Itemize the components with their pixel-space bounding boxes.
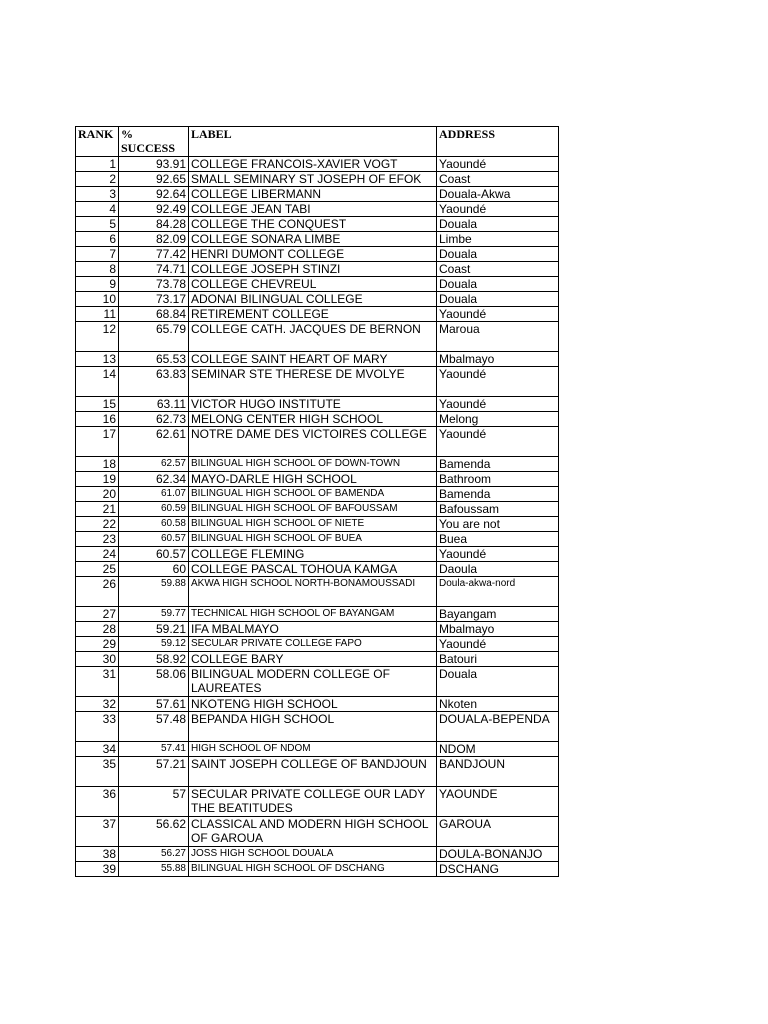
address-cell: Yaoundé: [437, 427, 559, 457]
table-row: [76, 502, 559, 517]
label-cell: NKOTENG HIGH SCHOOL: [189, 697, 437, 712]
success-cell: 93.91: [119, 157, 189, 172]
success-cell: 84.28: [119, 217, 189, 232]
address-cell: NDOM: [437, 742, 559, 757]
rank-cell: 20: [76, 487, 119, 502]
header-success: % SUCCESS: [119, 127, 189, 157]
address-cell: Daoula: [437, 562, 559, 577]
rank-cell: 24: [76, 547, 119, 562]
label-cell: MELONG CENTER HIGH SCHOOL: [189, 412, 437, 427]
address-cell: Maroua: [437, 322, 559, 352]
table-row: [76, 862, 559, 877]
table-row: [76, 697, 559, 712]
success-cell: 68.84: [119, 307, 189, 322]
rank-cell: 29: [76, 637, 119, 652]
label-cell: BILINGUAL HIGH SCHOOL OF BAMENDA: [189, 487, 437, 502]
label-cell: BILINGUAL HIGH SCHOOL OF NIETE: [189, 517, 437, 532]
table-row: [76, 202, 559, 217]
label-cell: BILINGUAL HIGH SCHOOL OF BAFOUSSAM: [189, 502, 437, 517]
rank-cell: 17: [76, 427, 119, 457]
label-cell: VICTOR HUGO INSTITUTE: [189, 397, 437, 412]
table-row: [76, 217, 559, 232]
rank-cell: 8: [76, 262, 119, 277]
rank-cell: 32: [76, 697, 119, 712]
header-label: LABEL: [189, 127, 437, 157]
rank-cell: 39: [76, 862, 119, 877]
success-cell: 56.27: [119, 847, 189, 862]
rank-cell: 18: [76, 457, 119, 472]
success-cell: 62.57: [119, 457, 189, 472]
table-row: [76, 397, 559, 412]
label-cell: ADONAI BILINGUAL COLLEGE: [189, 292, 437, 307]
address-cell: Yaoundé: [437, 547, 559, 562]
label-cell: COLLEGE LIBERMANN: [189, 187, 437, 202]
success-cell: 62.34: [119, 472, 189, 487]
success-cell: 57: [119, 787, 189, 817]
address-cell: Nkoten: [437, 697, 559, 712]
table-row: [76, 187, 559, 202]
label-cell: SECULAR PRIVATE COLLEGE FAPO: [189, 637, 437, 652]
table-row: [76, 712, 559, 742]
rank-cell: 16: [76, 412, 119, 427]
address-cell: DOUALA-BEPENDA: [437, 712, 559, 742]
address-cell: DSCHANG: [437, 862, 559, 877]
label-cell: JOSS HIGH SCHOOL DOUALA: [189, 847, 437, 862]
success-cell: 60.59: [119, 502, 189, 517]
rank-cell: 27: [76, 607, 119, 622]
success-cell: 57.41: [119, 742, 189, 757]
address-cell: Yaoundé: [437, 307, 559, 322]
rank-cell: 21: [76, 502, 119, 517]
rank-cell: 11: [76, 307, 119, 322]
success-cell: 82.09: [119, 232, 189, 247]
table-row: [76, 157, 559, 172]
address-cell: Yaoundé: [437, 367, 559, 397]
label-cell: COLLEGE CATH. JACQUES DE BERNON: [189, 322, 437, 352]
table-row: [76, 322, 559, 352]
rank-cell: 12: [76, 322, 119, 352]
rank-cell: 25: [76, 562, 119, 577]
label-cell: COLLEGE PASCAL TOHOUA KAMGA: [189, 562, 437, 577]
label-cell: COLLEGE SAINT HEART OF MARY: [189, 352, 437, 367]
address-cell: Coast: [437, 262, 559, 277]
table-row: [76, 307, 559, 322]
table-row: [76, 487, 559, 502]
label-cell: COLLEGE BARY: [189, 652, 437, 667]
table-row: [76, 787, 559, 817]
success-cell: 92.49: [119, 202, 189, 217]
label-cell: SMALL SEMINARY ST JOSEPH OF EFOK: [189, 172, 437, 187]
label-cell: NOTRE DAME DES VICTOIRES COLLEGE: [189, 427, 437, 457]
rank-cell: 5: [76, 217, 119, 232]
address-cell: Douala: [437, 217, 559, 232]
address-cell: Yaoundé: [437, 637, 559, 652]
success-cell: 65.79: [119, 322, 189, 352]
address-cell: Limbe: [437, 232, 559, 247]
address-cell: Mbalmayo: [437, 352, 559, 367]
rank-cell: 15: [76, 397, 119, 412]
ranking-table: [75, 126, 559, 877]
rank-cell: 38: [76, 847, 119, 862]
header-rank: RANK: [76, 127, 119, 157]
success-cell: 57.48: [119, 712, 189, 742]
success-cell: 77.42: [119, 247, 189, 262]
rank-cell: 34: [76, 742, 119, 757]
table-row: [76, 577, 559, 607]
label-cell: COLLEGE FRANCOIS-XAVIER VOGT: [189, 157, 437, 172]
label-cell: BILINGUAL MODERN COLLEGE OF LAUREATES: [189, 667, 437, 697]
success-cell: 92.64: [119, 187, 189, 202]
label-cell: COLLEGE CHEVREUL: [189, 277, 437, 292]
success-cell: 58.06: [119, 667, 189, 697]
rank-cell: 31: [76, 667, 119, 697]
success-cell: 92.65: [119, 172, 189, 187]
address-cell: Doula-akwa-nord: [437, 577, 559, 607]
table-row: [76, 607, 559, 622]
address-cell: Mbalmayo: [437, 622, 559, 637]
address-cell: Douala: [437, 292, 559, 307]
address-cell: DOULA-BONANJO: [437, 847, 559, 862]
address-cell: Douala: [437, 667, 559, 697]
success-cell: 63.11: [119, 397, 189, 412]
label-cell: COLLEGE THE CONQUEST: [189, 217, 437, 232]
table-row: [76, 817, 559, 847]
table-row: [76, 532, 559, 547]
label-cell: TECHNICAL HIGH SCHOOL OF BAYANGAM: [189, 607, 437, 622]
label-cell: SEMINAR STE THERESE DE MVOLYE: [189, 367, 437, 397]
success-cell: 62.61: [119, 427, 189, 457]
success-cell: 60: [119, 562, 189, 577]
address-cell: YAOUNDE: [437, 787, 559, 817]
table-row: [76, 367, 559, 397]
rank-cell: 10: [76, 292, 119, 307]
label-cell: MAYO-DARLE HIGH SCHOOL: [189, 472, 437, 487]
label-cell: BILINGUAL HIGH SCHOOL OF DSCHANG: [189, 862, 437, 877]
rank-cell: 7: [76, 247, 119, 262]
address-cell: Bamenda: [437, 457, 559, 472]
label-cell: CLASSICAL AND MODERN HIGH SCHOOL OF GAROUA: [189, 817, 437, 847]
success-cell: 58.92: [119, 652, 189, 667]
rank-cell: 26: [76, 577, 119, 607]
address-cell: You are not: [437, 517, 559, 532]
table-row: [76, 742, 559, 757]
rank-cell: 1: [76, 157, 119, 172]
rank-cell: 2: [76, 172, 119, 187]
success-cell: 55.88: [119, 862, 189, 877]
header-address: ADDRESS: [437, 127, 559, 157]
label-cell: SECULAR PRIVATE COLLEGE OUR LADY THE BEATITUDES: [189, 787, 437, 817]
address-cell: Bathroom: [437, 472, 559, 487]
address-cell: Yaoundé: [437, 397, 559, 412]
table-row: [76, 757, 559, 787]
success-cell: 56.62: [119, 817, 189, 847]
rank-cell: 3: [76, 187, 119, 202]
success-cell: 59.12: [119, 637, 189, 652]
table-row: [76, 457, 559, 472]
label-cell: IFA MBALMAYO: [189, 622, 437, 637]
label-cell: RETIREMENT COLLEGE: [189, 307, 437, 322]
table-row: [76, 547, 559, 562]
address-cell: GAROUA: [437, 817, 559, 847]
label-cell: BILINGUAL HIGH SCHOOL OF BUEA: [189, 532, 437, 547]
table-row: [76, 352, 559, 367]
rank-cell: 6: [76, 232, 119, 247]
rank-cell: 4: [76, 202, 119, 217]
header-row: [76, 127, 559, 157]
rank-cell: 23: [76, 532, 119, 547]
success-cell: 74.71: [119, 262, 189, 277]
table-row: [76, 637, 559, 652]
address-cell: Bayangam: [437, 607, 559, 622]
rank-cell: 9: [76, 277, 119, 292]
label-cell: COLLEGE FLEMING: [189, 547, 437, 562]
rank-cell: 37: [76, 817, 119, 847]
table-row: [76, 517, 559, 532]
address-cell: Douala: [437, 277, 559, 292]
success-cell: 57.61: [119, 697, 189, 712]
label-cell: BILINGUAL HIGH SCHOOL OF DOWN-TOWN: [189, 457, 437, 472]
address-cell: Yaoundé: [437, 202, 559, 217]
success-cell: 73.78: [119, 277, 189, 292]
label-cell: HIGH SCHOOL OF NDOM: [189, 742, 437, 757]
success-cell: 60.57: [119, 547, 189, 562]
table-row: [76, 172, 559, 187]
rank-cell: 36: [76, 787, 119, 817]
success-cell: 57.21: [119, 757, 189, 787]
success-cell: 59.88: [119, 577, 189, 607]
table-row: [76, 667, 559, 697]
address-cell: Bamenda: [437, 487, 559, 502]
table-row: [76, 847, 559, 862]
success-cell: 65.53: [119, 352, 189, 367]
label-cell: COLLEGE JOSEPH STINZI: [189, 262, 437, 277]
label-cell: COLLEGE SONARA LIMBE: [189, 232, 437, 247]
success-cell: 59.21: [119, 622, 189, 637]
label-cell: BEPANDA HIGH SCHOOL: [189, 712, 437, 742]
table-row: [76, 232, 559, 247]
address-cell: Yaoundé: [437, 157, 559, 172]
success-cell: 59.77: [119, 607, 189, 622]
rank-cell: 13: [76, 352, 119, 367]
table-row: [76, 412, 559, 427]
rank-cell: 28: [76, 622, 119, 637]
address-cell: Bafoussam: [437, 502, 559, 517]
table-row: [76, 622, 559, 637]
success-cell: 60.57: [119, 532, 189, 547]
rank-cell: 22: [76, 517, 119, 532]
rank-cell: 33: [76, 712, 119, 742]
rank-cell: 19: [76, 472, 119, 487]
table-row: [76, 427, 559, 457]
success-cell: 62.73: [119, 412, 189, 427]
rank-cell: 14: [76, 367, 119, 397]
success-cell: 60.58: [119, 517, 189, 532]
label-cell: SAINT JOSEPH COLLEGE OF BANDJOUN: [189, 757, 437, 787]
label-cell: HENRI DUMONT COLLEGE: [189, 247, 437, 262]
address-cell: Coast: [437, 172, 559, 187]
address-cell: Douala-Akwa: [437, 187, 559, 202]
label-cell: COLLEGE JEAN TABI: [189, 202, 437, 217]
rank-cell: 30: [76, 652, 119, 667]
table-row: [76, 472, 559, 487]
address-cell: Buea: [437, 532, 559, 547]
table-row: [76, 262, 559, 277]
address-cell: Melong: [437, 412, 559, 427]
table-row: [76, 292, 559, 307]
address-cell: Batouri: [437, 652, 559, 667]
label-cell: AKWA HIGH SCHOOL NORTH-BONAMOUSSADI: [189, 577, 437, 607]
success-cell: 63.83: [119, 367, 189, 397]
table-row: [76, 652, 559, 667]
address-cell: Douala: [437, 247, 559, 262]
rank-cell: 35: [76, 757, 119, 787]
table-row: [76, 247, 559, 262]
address-cell: BANDJOUN: [437, 757, 559, 787]
success-cell: 61.07: [119, 487, 189, 502]
table-row: [76, 562, 559, 577]
success-cell: 73.17: [119, 292, 189, 307]
table-row: [76, 277, 559, 292]
